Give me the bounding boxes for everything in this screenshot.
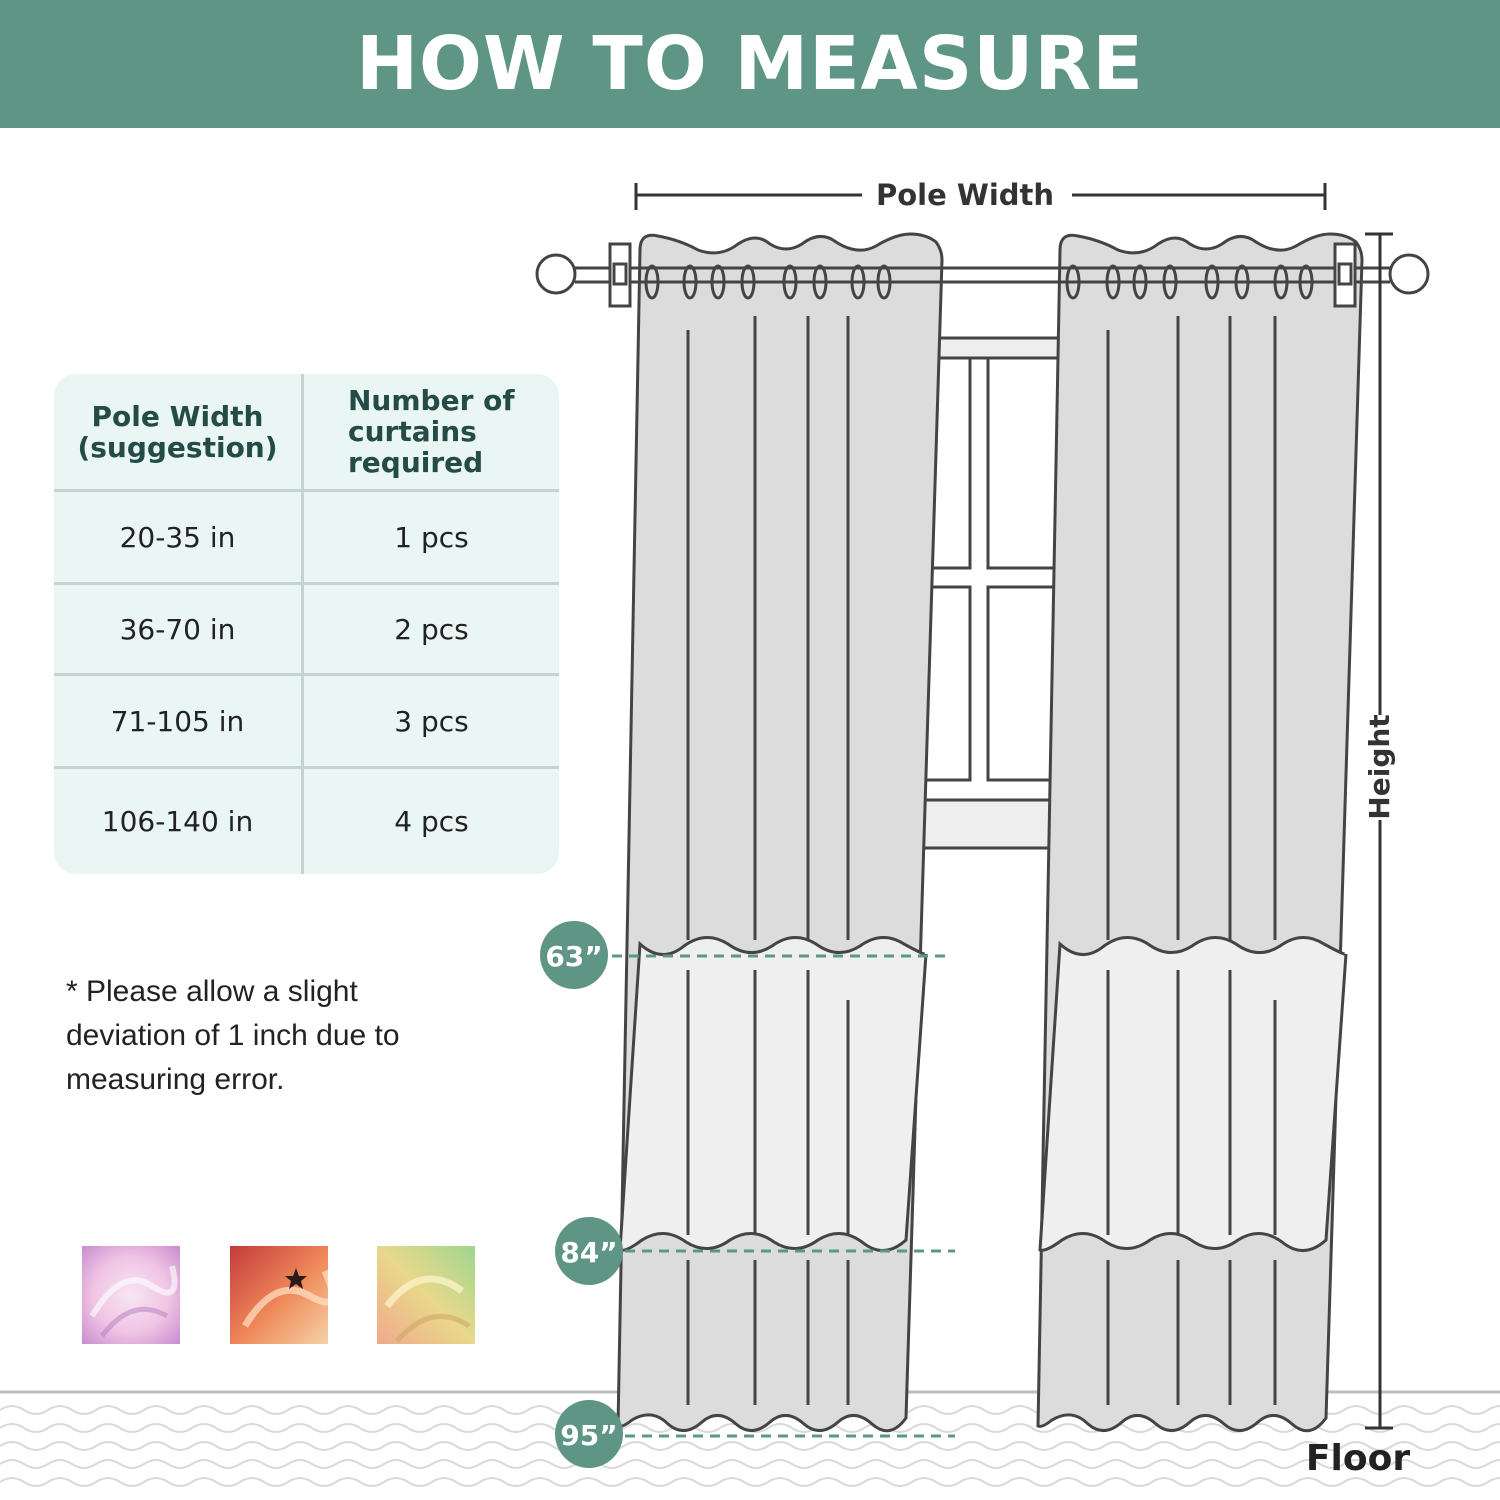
length-marker-label: 63” [545,940,603,973]
length-marker-label: 95” [560,1419,618,1452]
table-header-curtains: Number of curtains required [304,374,559,492]
pole-width-label: Pole Width [875,178,1055,212]
table-cell-count: 4 pcs [394,805,469,838]
table-cell-count: 2 pcs [304,585,559,676]
curtain-right [1038,234,1362,1431]
table-cell-count: 3 pcs [304,676,559,769]
measuring-note: * Please allow a slight deviation of 1 inch due to measuring error. [66,975,400,1096]
table-cell-count: 1 pcs [304,492,559,585]
length-marker-95 [555,1400,623,1468]
length-marker-63 [540,921,608,989]
table-cell-width: 20-35 in [54,492,304,585]
table-cell-width: 36-70 in [54,585,304,676]
height-dimension [1365,234,1393,1428]
table-cell-width: 106-140 in [54,769,304,874]
floor-label: Floor [1305,1438,1411,1479]
length-marker-84 [555,1217,623,1285]
length-marker-label: 84” [560,1236,618,1269]
height-label: Height [1363,714,1396,820]
table-header-pole-width: Pole Width (suggestion) [54,374,304,492]
table-cell-width: 71-105 in [54,676,304,769]
page-title: HOW TO MEASURE [356,21,1144,107]
